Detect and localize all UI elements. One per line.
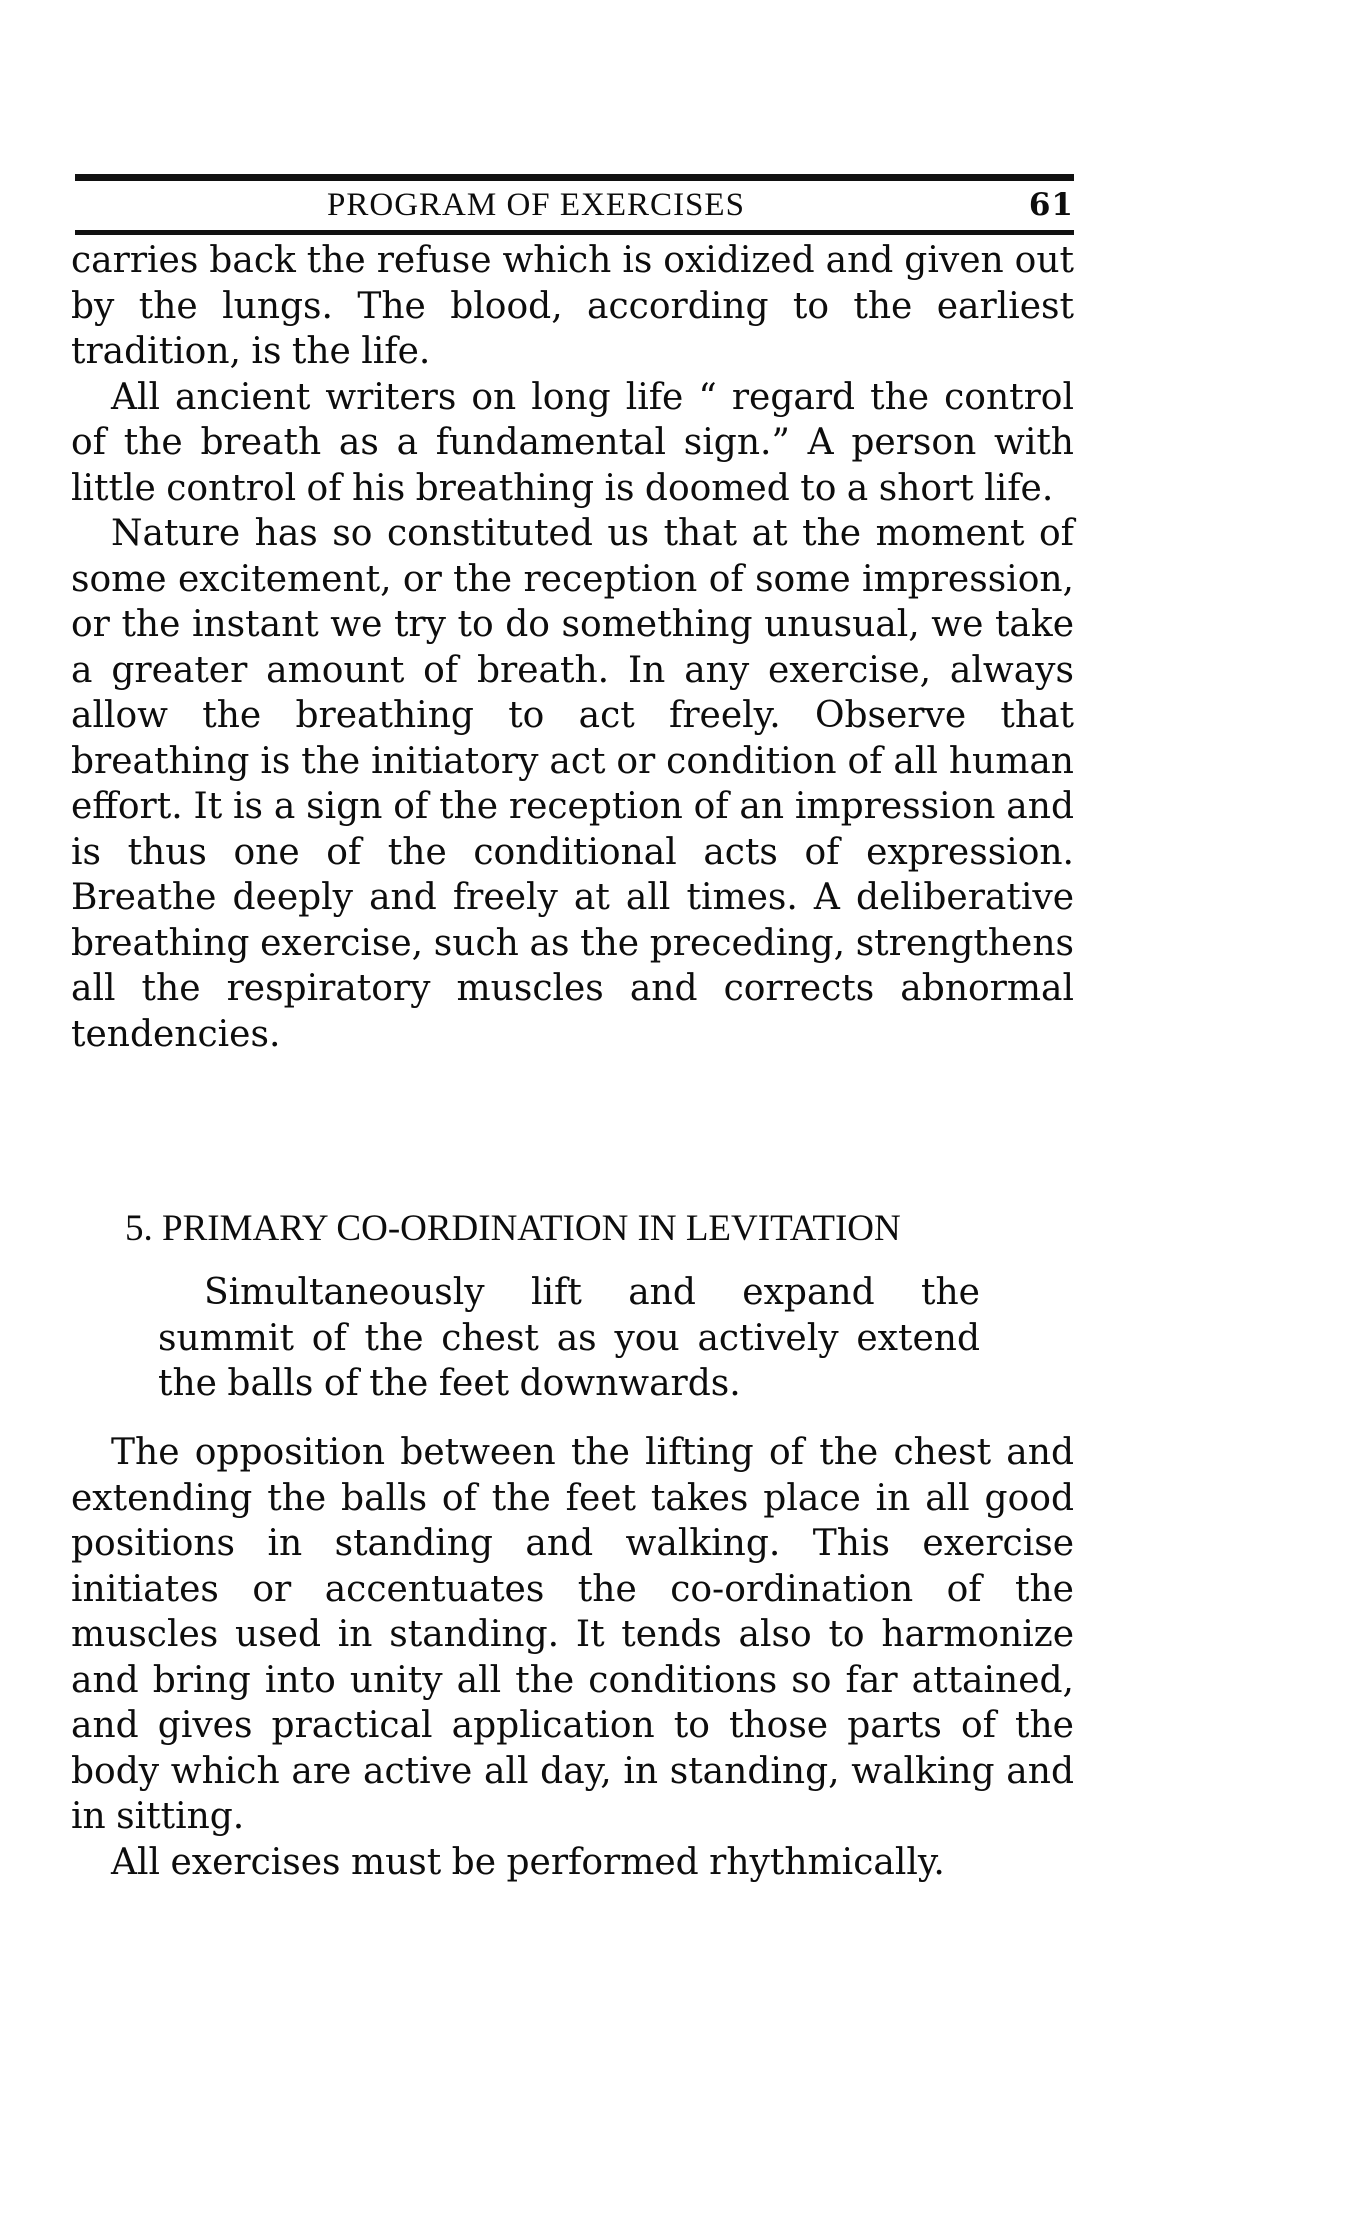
header-rule-bottom [75, 230, 1074, 235]
paragraph-1: carries back the refuse which is oxidized and given out by the lungs. The blood, according to the earliest tradition, is the life. [71, 240, 1074, 372]
page-number: 61 [1028, 187, 1074, 223]
running-head [75, 183, 1074, 227]
paragraph-4: The opposition between the lifting of the chest and extending the balls of the feet takes place in all good positions in standing and walking. This exercise initiates or accentuates the co-ordination of the muscles used in standing. It tends also to harmonize and bring into unity all the conditions so far attained, and gives practical application to those parts of the body which are active all day, in standing, walking and in sitting. [71, 1432, 1074, 1837]
section-heading: 5. PRIMARY CO-ORDINATION IN LEVITATION [125, 1208, 901, 1249]
paragraph-5: All exercises must be performed rhythmically. [111, 1841, 945, 1883]
body-text-top [71, 238, 1074, 1057]
paragraph-3: Nature has so constituted us that at the moment of some excitement, or the reception of some impression, or the instant we try to do something unusual, we take a greater amount of breath. In any exercise, always allow the breathing to act freely. Observe that breathing is the initiatory act or condition of all human effort. It is a sign of the reception of an impression and is thus one of the conditional acts of expression. Breathe deeply and freely at all times. A deliberative breathing exercise, such as the preceding, strengthens all the respiratory muscles and corrects abnormal tendencies. [71, 513, 1074, 1055]
running-head-title: PROGRAM OF EXERCISES [327, 187, 745, 223]
header-rule-top [75, 174, 1074, 181]
exercise-text: Simultaneously lift and expand the summit of the chest as you actively extend the balls of the feet downwards. [158, 1272, 980, 1404]
body-text-bottom [71, 1430, 1074, 1885]
exercise-instruction [158, 1270, 980, 1407]
paragraph-2: All ancient writers on long life “ regard the control of the breath as a fundamental sign.” A person with little control of his breathing is doomed to a short life. [71, 376, 1074, 509]
